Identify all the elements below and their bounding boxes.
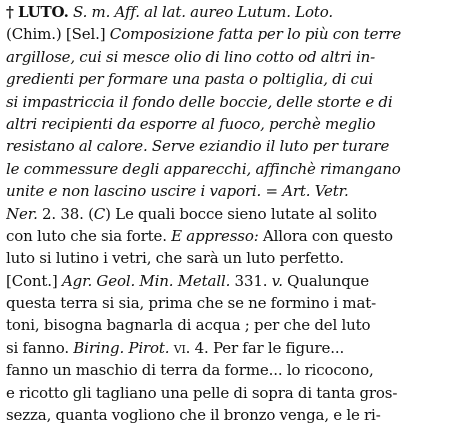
entry-line bbox=[6, 247, 462, 269]
entry-line bbox=[6, 135, 462, 157]
entry-line bbox=[6, 180, 462, 202]
entry-text-segment: e ricotto gli tagliano una pelle di sopra di tanta gros- bbox=[6, 383, 398, 402]
entry-text-segment: con luto che sia forte. bbox=[6, 226, 172, 245]
entry-text-segment: argillose, cui si mesce olio di lino cotto od altri in- bbox=[6, 47, 376, 66]
entry-text-segment: 2. 38. ( bbox=[42, 204, 94, 223]
entry-line bbox=[6, 91, 462, 113]
entry-text-segment: gredienti per formare una pasta o poltiglia, di cui bbox=[6, 70, 374, 89]
entry-line bbox=[6, 404, 462, 426]
entry-line bbox=[6, 158, 462, 180]
entry-text-segment: resistano al calore. Serve eziandio il luto per turare bbox=[6, 137, 390, 156]
dagger-mark: † bbox=[6, 3, 14, 21]
entry-line bbox=[6, 46, 462, 68]
entry-text-segment: S. m. Aff. al lat. aureo Lutum. Loto. bbox=[68, 3, 333, 21]
entry-text-segment: Allora con questo bbox=[258, 226, 393, 245]
entry-text-segment: E appresso: bbox=[171, 226, 259, 245]
entry-text-segment: 331. bbox=[230, 271, 272, 290]
entry-text-segment: le commessure degli apparecchi, affinchè rimangano bbox=[6, 159, 401, 178]
entry-text-segment: Agr. Geol. Min. Metall. bbox=[61, 271, 231, 290]
entry-line bbox=[6, 359, 462, 381]
entry-text-segment: questa terra si sia, prima che se ne formino i mat- bbox=[6, 294, 377, 313]
entry-text-segment: Composizione fatta per lo più con terre bbox=[109, 25, 402, 44]
entry-line bbox=[6, 1, 462, 23]
entry-line bbox=[6, 113, 462, 135]
entry-line bbox=[6, 292, 462, 314]
entry-text-segment: toni, bisogna bagnarla di acqua ; per che del luto bbox=[6, 316, 371, 335]
entry-text-segment: vi. 4. bbox=[169, 338, 213, 357]
entry-text-segment: (Chim.) [Sel.] bbox=[6, 25, 110, 44]
entry-text-segment: v. bbox=[271, 271, 283, 290]
entry-line bbox=[6, 270, 462, 292]
entry-line bbox=[6, 337, 462, 359]
entry-text-segment: C bbox=[93, 204, 106, 223]
entry-text-segment: ) Le quali bocce sieno lutate al solito bbox=[105, 204, 377, 223]
entry-line bbox=[6, 382, 462, 404]
entry-line bbox=[6, 23, 462, 45]
entry-line bbox=[6, 203, 462, 225]
headword: LUTO. bbox=[18, 3, 69, 21]
entry-text-segment: fanno un maschio di terra da forme... lo ricocono, bbox=[6, 361, 374, 380]
entry-line bbox=[6, 68, 462, 90]
entry-text-segment: [Cont.] bbox=[6, 271, 62, 290]
entry-text-segment: luto si lutino i vetri, che sarà un luto perfetto. bbox=[6, 249, 344, 268]
entry-text-segment: altri recipienti da esporre al fuoco, perchè meglio bbox=[6, 114, 376, 133]
entry-text-segment: Qualunque bbox=[282, 271, 369, 290]
entry-text-segment: Ner. bbox=[6, 204, 43, 223]
entry-line bbox=[6, 225, 462, 247]
entry-line bbox=[6, 314, 462, 336]
entry-text-segment: si impastriccia il fondo delle boccie, delle storte e di bbox=[6, 92, 393, 111]
entry-text-segment: unite e non lascino uscire i vapori. = Art. Vetr. bbox=[6, 182, 349, 201]
entry-text-segment: Per far le figure... bbox=[212, 338, 345, 357]
entry-text-segment: Biring. Pirot. bbox=[73, 338, 170, 357]
dictionary-entry bbox=[6, 1, 462, 426]
entry-text-segment: si fanno. bbox=[6, 338, 74, 357]
entry-text-segment: sezza, quanta vogliono che il bronzo venga, e le ri- bbox=[6, 406, 381, 425]
